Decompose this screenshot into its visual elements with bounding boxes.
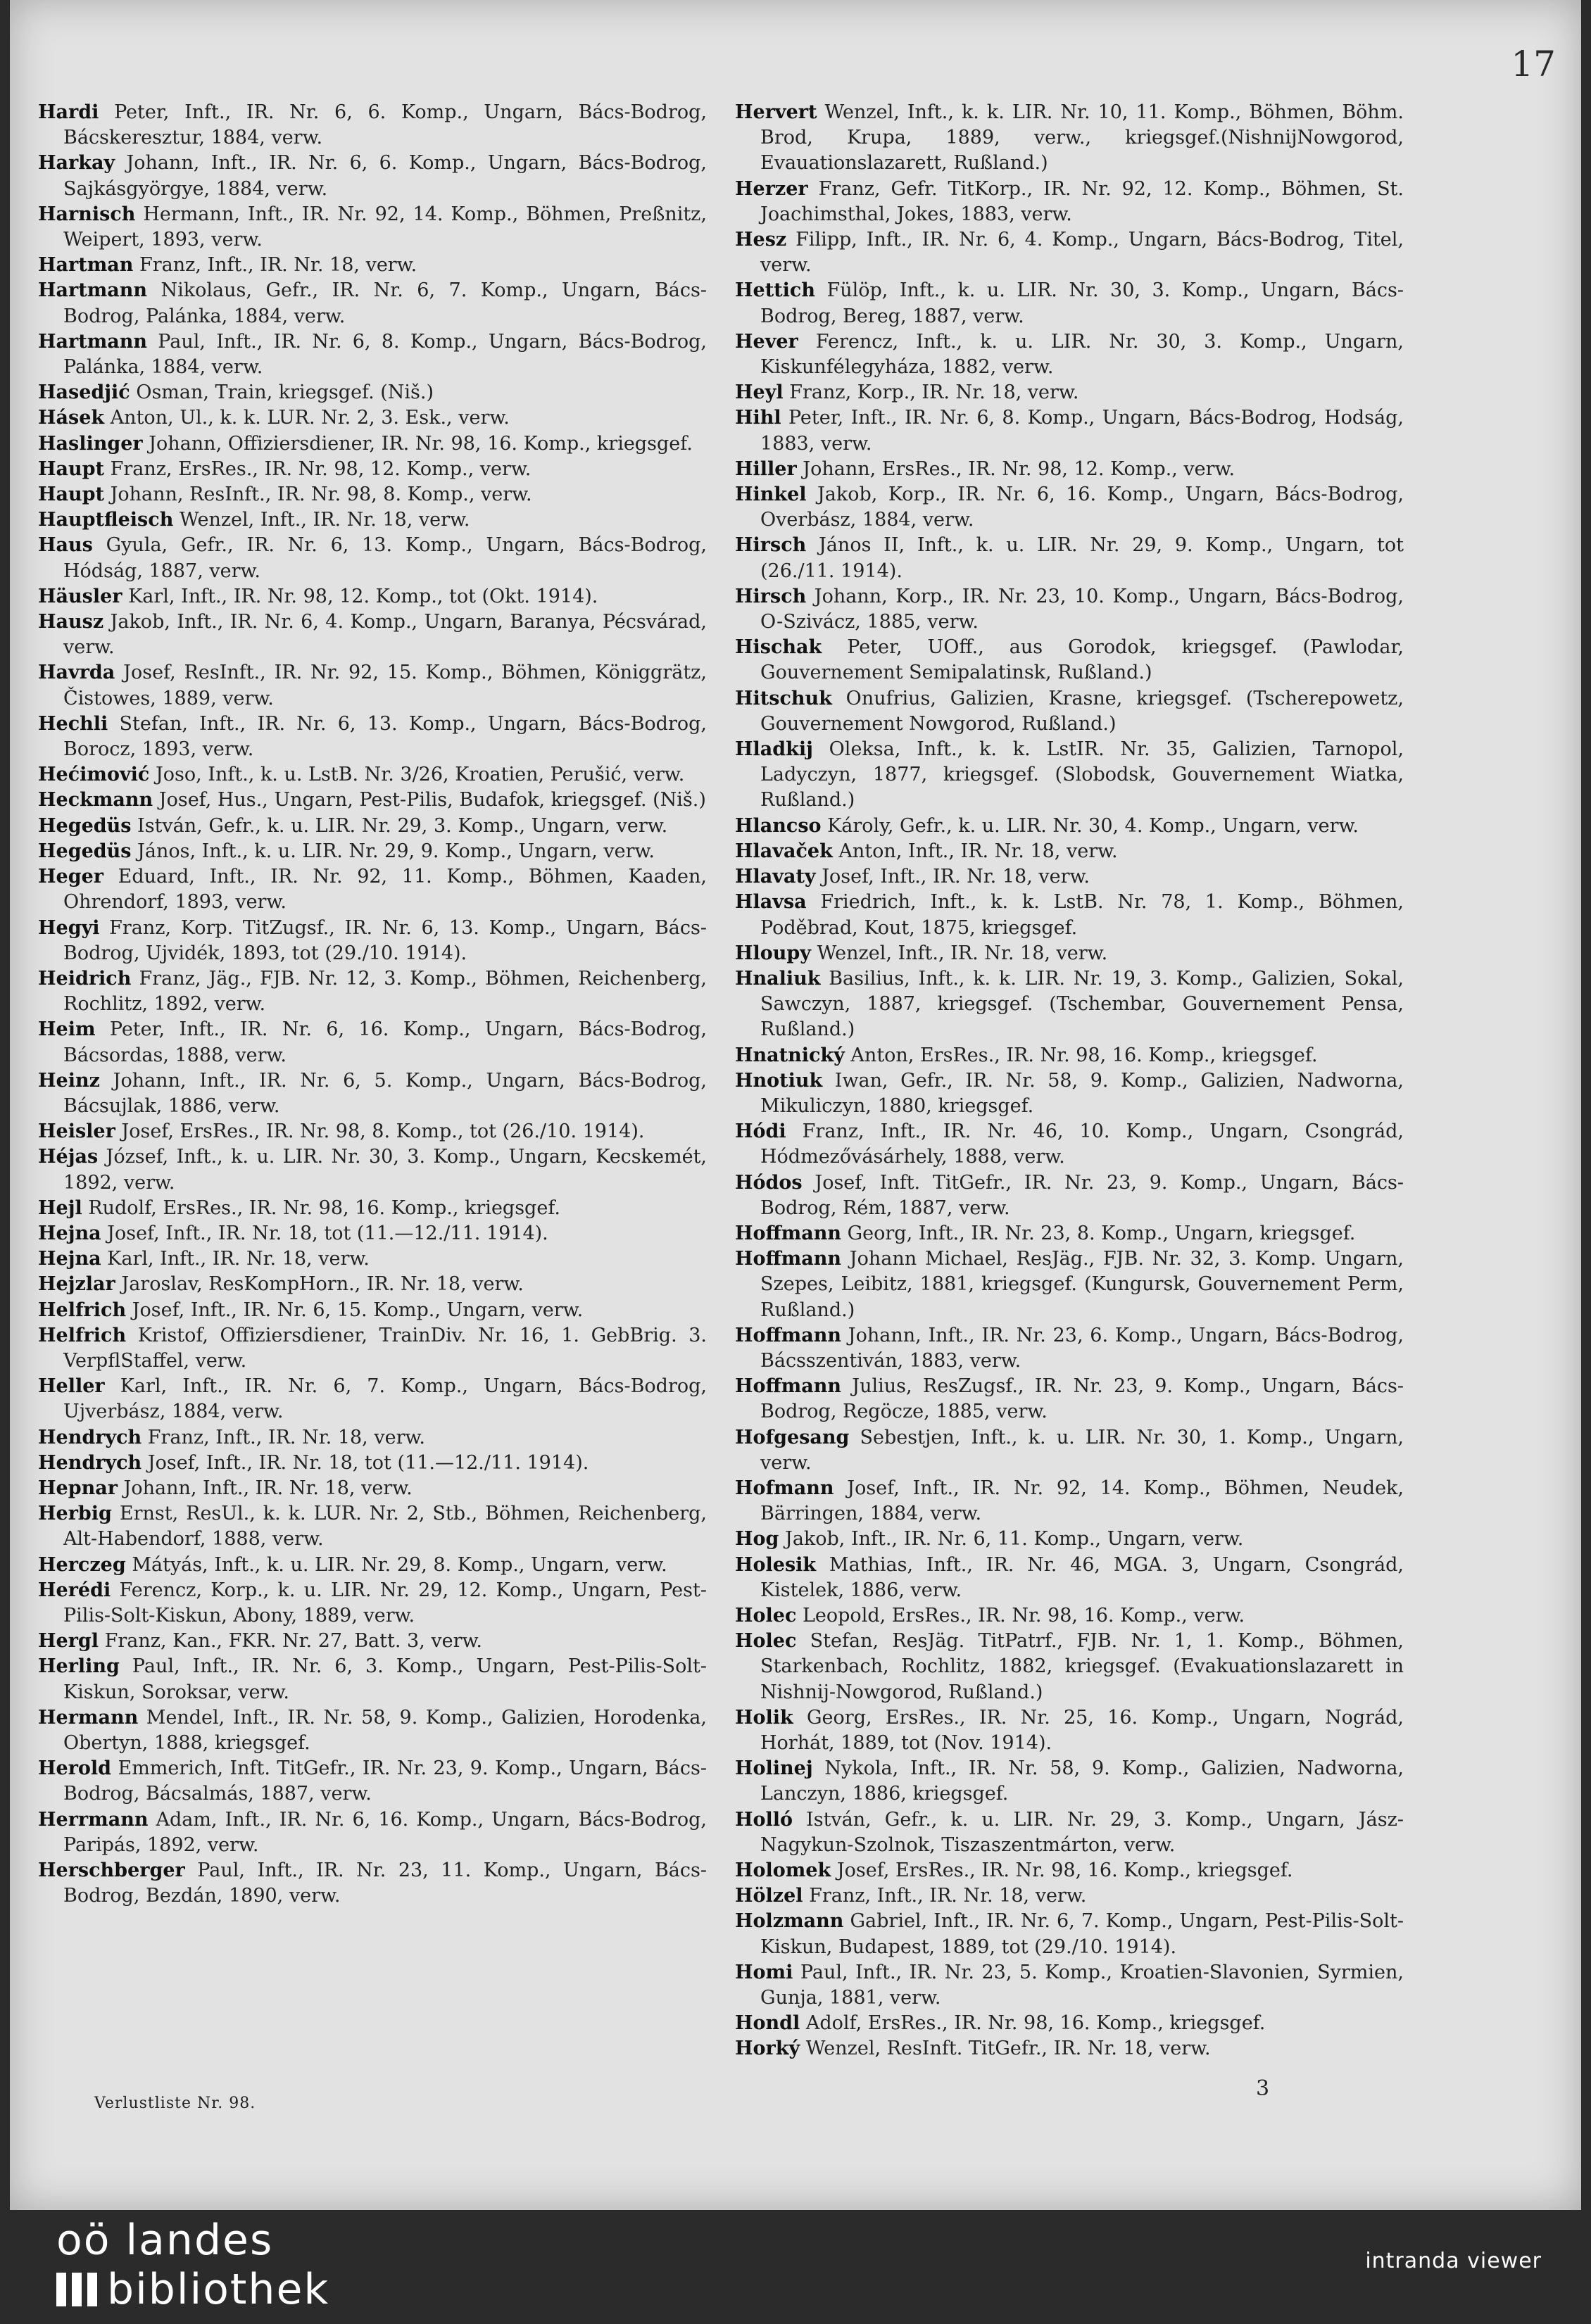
entry-surname: Hódi [735, 1120, 786, 1143]
entry-surname: Hnotiuk [735, 1069, 823, 1092]
entry-surname: Hendrych [38, 1426, 142, 1448]
list-item [38, 1756, 707, 1807]
entry-details: Franz, ErsRes., IR. Nr. 98, 12. Komp., verw. [104, 457, 532, 480]
list-item [735, 177, 1404, 227]
entry-details: Franz, Gefr. TitKorp., IR. Nr. 92, 12. Komp., Böhmen, St. Joachimsthal, Jokes, 1883, verw. [760, 177, 1404, 225]
list-item [735, 1960, 1404, 2011]
list-item [735, 533, 1404, 583]
list-item [38, 788, 707, 813]
entry-details: Johann, Offiziersdiener, IR. Nr. 98, 16. Komp., kriegsgef. [142, 432, 693, 455]
entry-surname: Holomek [735, 1859, 831, 1882]
entry-details: Mathias, Inft., IR. Nr. 46, MGA. 3, Ungarn, Csongrád, Kistelek, 1886, verw. [760, 1553, 1404, 1601]
entry-details: Gyula, Gefr., IR. Nr. 6, 13. Komp., Ungarn, Bács-Bodrog, Hódság, 1887, verw. [63, 534, 707, 582]
entry-surname: Héjas [38, 1146, 99, 1168]
entry-details: Franz, Inft., IR. Nr. 46, 10. Komp., Ungarn, Csongrád, Hódmezővásárhely, 1888, verw. [760, 1120, 1404, 1168]
entry-details: Adolf, ErsRes., IR. Nr. 98, 16. Komp., kriegsgef. [800, 2012, 1266, 2035]
entry-details: Paul, Inft., IR. Nr. 6, 3. Komp., Ungarn, Pest-Pilis-Solt-Kiskun, Soroksar, verw. [63, 1655, 707, 1703]
entry-details: Ferencz, Inft., k. u. LIR. Nr. 30, 3. Komp., Ungarn, Kiskunfélegyháza, 1882, verw. [760, 330, 1404, 379]
entry-surname: Hettich [735, 279, 815, 302]
entry-details: János, Inft., k. u. LIR. Nr. 29, 9. Komp., Ungarn, verw. [131, 840, 655, 862]
list-item [38, 1451, 707, 1476]
page-number: 17 [1511, 44, 1556, 84]
list-item [735, 405, 1404, 456]
entry-details: Paul, Inft., IR. Nr. 6, 8. Komp., Ungarn, Bács-Bodrog, Palánka, 1884, verw. [63, 330, 707, 379]
entry-details: Jakob, Inft., IR. Nr. 6, 4. Komp., Ungarn, Baranya, Pécsvárad, verw. [63, 611, 707, 659]
entry-details: Josef, Inft., IR. Nr. 92, 14. Komp., Böhmen, Neudek, Bärringen, 1884, verw. [760, 1477, 1404, 1525]
entry-surname: Hinkel [735, 484, 807, 506]
entry-surname: Hejna [38, 1222, 101, 1244]
entry-surname: Hartmann [38, 279, 148, 302]
entry-details: Franz, Korp. TitZugsf., IR. Nr. 6, 13. Komp., Ungarn, Bács-Bodrog, Ujvidék, 1893, tot (29./10. 1914). [63, 916, 707, 964]
entry-details: Johann, ResInft., IR. Nr. 98, 8. Komp., verw. [104, 484, 532, 506]
list-item [38, 507, 707, 533]
entry-surname: Hauptfleisch [38, 509, 174, 531]
entry-surname: Herbig [38, 1503, 112, 1525]
entry-details: Sebestjen, Inft., k. u. LIR. Nr. 30, 1. Komp., Ungarn, verw. [760, 1426, 1404, 1474]
list-item [735, 966, 1404, 1043]
list-item [38, 1144, 707, 1195]
entry-details: Johann, Inft., IR. Nr. 6, 6. Komp., Ungarn, Bács-Bodrog, Sajkásgyörgye, 1884, verw. [63, 152, 707, 200]
right-column [735, 100, 1404, 2127]
entry-details: Rudolf, ErsRes., IR. Nr. 98, 16. Komp., kriegsgef. [82, 1196, 560, 1219]
entry-details: Johann, Korp., IR. Nr. 23, 10. Komp., Ungarn, Bács-Bodrog, O-Szivácz, 1885, verw. [760, 585, 1404, 633]
list-item [735, 1705, 1404, 1756]
list-item [38, 1578, 707, 1629]
list-item [38, 1476, 707, 1501]
entry-surname: Herschberger [38, 1859, 185, 1882]
entry-details: Stefan, ResJäg. TitPatrf., FJB. Nr. 1, 1. Komp., Böhmen, Starkenbach, Rochlitz, 1882, kriegsgef. (Evakuationslazarett in Nishnij-Nowgorod, Rußland.) [760, 1630, 1404, 1703]
entry-details: Jaroslav, ResKompHorn., IR. Nr. 18, verw. [115, 1273, 524, 1296]
entry-surname: Hoffmann [735, 1375, 842, 1398]
list-item [735, 1909, 1404, 1959]
list-item [38, 1272, 707, 1297]
list-item [735, 1756, 1404, 1807]
list-item [735, 1807, 1404, 1858]
list-item [38, 814, 707, 839]
list-item [38, 1501, 707, 1552]
list-item [735, 1043, 1404, 1068]
entry-surname: Hirsch [735, 534, 807, 557]
entry-surname: Haupt [38, 457, 104, 480]
list-item [735, 1221, 1404, 1246]
list-item [735, 1629, 1404, 1705]
entry-surname: Hoffmann [735, 1222, 842, 1244]
entry-details: Iwan, Gefr., IR. Nr. 58, 9. Komp., Galizien, Nadworna, Mikuliczyn, 1880, kriegsgef. [760, 1069, 1404, 1117]
entry-details: Basilius, Inft., k. k. LIR. Nr. 19, 3. Komp., Galizien, Sokal, Sawczyn, 1887, kriegsgef. (Tschembar, Gouvernement Pensa, Rußland.) [760, 967, 1404, 1041]
entry-surname: Heller [38, 1375, 105, 1398]
entry-surname: Homi [735, 1961, 793, 1983]
entry-details: Franz, Inft., IR. Nr. 18, verw. [803, 1885, 1087, 1907]
entry-details: Paul, Inft., IR. Nr. 23, 5. Komp., Kroatien-Slavonien, Syrmien, Gunja, 1881, verw. [760, 1961, 1404, 2009]
entry-details: Károly, Gefr., k. u. LIR. Nr. 30, 4. Komp., Ungarn, verw. [821, 814, 1359, 837]
entry-surname: Hofgesang [735, 1426, 850, 1448]
entry-details: Josef, Hus., Ungarn, Pest-Pilis, Budafok, kriegsgef. (Niš.) [153, 789, 706, 811]
list-item [38, 1553, 707, 1578]
entry-surname: Hejzlar [38, 1273, 115, 1296]
entry-details: Wenzel, Inft., IR. Nr. 18, verw. [810, 942, 1108, 964]
entry-details: Onufrius, Galizien, Krasne, kriegsgef. (Tscherepowetz, Gouvernement Nowgorod, Rußland.) [760, 687, 1404, 735]
list-item [38, 1246, 707, 1272]
entry-surname: Herrmann [38, 1808, 149, 1831]
entry-details: Joso, Inft., k. u. LstB. Nr. 3/26, Kroatien, Perušić, verw. [149, 764, 685, 786]
list-item [38, 100, 707, 151]
entry-details: Mendel, Inft., IR. Nr. 58, 9. Komp., Galizien, Horodenka, Obertyn, 1888, kriegsgef. [63, 1706, 707, 1754]
entry-details: Josef, ResInft., IR. Nr. 92, 15. Komp., Böhmen, Königgrätz, Čistowes, 1889, verw. [63, 662, 707, 709]
entry-details: Josef, Inft., IR. Nr. 18, verw. [815, 866, 1090, 888]
entry-details: Anton, Ul., k. k. LUR. Nr. 2, 3. Esk., verw. [104, 407, 510, 429]
entry-details: Eduard, Inft., IR. Nr. 92, 11. Komp., Böhmen, Kaaden, Ohrendorf, 1893, verw. [63, 866, 707, 914]
entry-surname: Helfrich [38, 1324, 127, 1346]
list-item [38, 1017, 707, 1068]
logo-line2-text: bibliothek [107, 2265, 330, 2314]
list-item [38, 1196, 707, 1221]
entry-details: Fülöp, Inft., k. u. LIR. Nr. 30, 3. Komp., Ungarn, Bács-Bodrog, Bereg, 1887, verw. [760, 279, 1404, 327]
list-item [735, 278, 1404, 329]
entry-details: Peter, UOff., aus Gorodok, kriegsgef. (Pawlodar, Gouvernement Semipalatinsk, Rußland.) [760, 636, 1404, 684]
list-item [735, 2011, 1404, 2036]
list-item [38, 278, 707, 329]
entry-surname: Hódos [735, 1171, 803, 1194]
list-item [38, 482, 707, 507]
list-item [38, 329, 707, 380]
entry-surname: Hitschuk [735, 687, 832, 709]
entry-surname: Herzer [735, 177, 808, 200]
entry-details: Josef, Inft., IR. Nr. 18, tot (11.—12./11. 1914). [101, 1222, 548, 1244]
entry-surname: Helfrich [38, 1299, 127, 1321]
list-item [38, 1068, 707, 1119]
entry-details: István, Gefr., k. u. LIR. Nr. 29, 3. Komp., Ungarn, Jász-Nagykun-Szolnok, Tiszaszentmárton, verw. [760, 1808, 1404, 1856]
list-item [735, 1119, 1404, 1170]
list-item [735, 814, 1404, 839]
list-item [735, 1858, 1404, 1883]
list-item [38, 1298, 707, 1323]
list-item [38, 431, 707, 457]
entry-details: Peter, Inft., IR. Nr. 6, 16. Komp., Ungarn, Bács-Bodrog, Bácsordas, 1888, verw. [63, 1018, 707, 1066]
entry-surname: Hećimović [38, 764, 150, 786]
entry-surname: Hischak [735, 636, 822, 659]
entry-details: Osman, Train, kriegsgef. (Niš.) [130, 381, 434, 404]
entry-details: Franz, Inft., IR. Nr. 18, verw. [142, 1426, 425, 1448]
entry-surname: Häusler [38, 585, 122, 607]
entry-details: Wenzel, ResInft. TitGefr., IR. Nr. 18, verw. [800, 2038, 1211, 2060]
sheet-number: 3 [1256, 2076, 1270, 2101]
entry-details: Gabriel, Inft., IR. Nr. 6, 7. Komp., Ungarn, Pest-Pilis-Solt-Kiskun, Budapest, 1889, tot (29./10. 1914). [760, 1910, 1404, 1958]
list-item [38, 660, 707, 711]
list-item [735, 864, 1404, 890]
list-item [38, 1119, 707, 1144]
entry-details: Johann, Inft., IR. Nr. 6, 5. Komp., Ungarn, Bács-Bodrog, Bácsujlak, 1886, verw. [63, 1069, 707, 1117]
entry-surname: Hegedüs [38, 840, 132, 862]
entry-surname: Hlancso [735, 814, 822, 837]
entry-surname: Hiller [735, 457, 797, 480]
entry-details: Karl, Inft., IR. Nr. 6, 7. Komp., Ungarn, Bács-Bodrog, Ujverbász, 1884, verw. [63, 1375, 707, 1423]
entry-details: Franz, Inft., IR. Nr. 18, verw. [133, 254, 417, 277]
entry-details: Stefan, Inft., IR. Nr. 6, 13. Komp., Ungarn, Bács-Bodrog, Borocz, 1893, verw. [63, 712, 707, 761]
list-item [735, 635, 1404, 686]
list-item [38, 1807, 707, 1858]
entry-details: Peter, Inft., IR. Nr. 6, 6. Komp., Ungarn, Bács-Bodrog, Bácskeresztur, 1884, verw. [63, 101, 707, 149]
entry-surname: Holzmann [735, 1910, 844, 1933]
list-item [38, 1221, 707, 1246]
entry-details: Paul, Inft., IR. Nr. 23, 11. Komp., Ungarn, Bács-Bodrog, Bezdán, 1890, verw. [63, 1859, 707, 1907]
list-item [38, 380, 707, 405]
entry-details: Kristof, Offiziersdiener, TrainDiv. Nr. 16, 1. GebBrig. 3. VerpflStaffel, verw. [63, 1324, 707, 1372]
entry-details: Wenzel, Inft., k. k. LIR. Nr. 10, 11. Komp., Böhmen, Böhm. Brod, Krupa, 1889, verw., kriegsgef.(NishnijNowgorod, Evauationslazarett, Rußland.) [760, 101, 1404, 175]
entry-details: Ernst, ResUl., k. k. LUR. Nr. 2, Stb., Böhmen, Reichenberg, Alt-Habendorf, 1888, verw. [63, 1503, 707, 1551]
entry-surname: Heger [38, 866, 103, 888]
entry-surname: Hesz [735, 229, 787, 251]
entry-details: Emmerich, Inft. TitGefr., IR. Nr. 23, 9. Komp., Ungarn, Bács-Bodrog, Bácsalmás, 1887, verw. [63, 1757, 707, 1805]
entry-details: Friedrich, Inft., k. k. LstB. Nr. 78, 1. Komp., Böhmen, Poděbrad, Kout, 1875, kriegsgef. [760, 891, 1404, 939]
list-item [735, 1170, 1404, 1221]
entry-details: Franz, Jäg., FJB. Nr. 12, 3. Komp., Böhmen, Reichenberg, Rochlitz, 1892, verw. [63, 967, 707, 1016]
list-item [38, 405, 707, 431]
entry-surname: Haus [38, 534, 93, 557]
entry-details: József, Inft., k. u. LIR. Nr. 30, 3. Komp., Ungarn, Kecskemét, 1892, verw. [63, 1146, 707, 1194]
entry-details: Josef, ErsRes., IR. Nr. 98, 16. Komp., kriegsgef. [831, 1859, 1293, 1882]
entry-details: Filipp, Inft., IR. Nr. 6, 4. Komp., Ungarn, Bács-Bodrog, Titel, verw. [760, 229, 1404, 277]
list-item [735, 1323, 1404, 1374]
entry-surname: Hechli [38, 712, 108, 735]
list-item [735, 227, 1404, 278]
list-item [735, 686, 1404, 737]
entry-details: Josef, Inft., IR. Nr. 6, 15. Komp., Ungarn, verw. [126, 1299, 584, 1321]
entry-details: Nikolaus, Gefr., IR. Nr. 6, 7. Komp., Ungarn, Bács-Bodrog, Palánka, 1884, verw. [63, 279, 707, 327]
list-item [38, 610, 707, 660]
entry-surname: Horký [735, 2038, 800, 2060]
list-item [735, 1527, 1404, 1552]
entry-surname: Hofmann [735, 1477, 834, 1499]
entry-details: Adam, Inft., IR. Nr. 6, 16. Komp., Ungarn, Bács-Bodrog, Paripás, 1892, verw. [63, 1808, 707, 1856]
list-item [735, 457, 1404, 482]
logo-bars-icon [56, 2273, 99, 2306]
entry-details: Ferencz, Korp., k. u. LIR. Nr. 29, 12. Komp., Ungarn, Pest-Pilis-Solt-Kiskun, Abony, 1889, verw. [63, 1579, 707, 1627]
entry-details: Karl, Inft., IR. Nr. 18, verw. [101, 1248, 370, 1270]
entry-details: Franz, Kan., FKR. Nr. 27, Batt. 3, verw. [99, 1630, 482, 1653]
entry-surname: Hlavaček [735, 840, 833, 862]
entry-surname: Hoffmann [735, 1324, 842, 1346]
entry-details: Anton, Inft., IR. Nr. 18, verw. [832, 840, 1118, 862]
entry-surname: Hartman [38, 254, 134, 277]
list-item [735, 1068, 1404, 1119]
entry-surname: Heim [38, 1018, 96, 1041]
entry-surname: Hervert [735, 101, 817, 123]
list-item [735, 2036, 1404, 2061]
entry-details: Josef, ErsRes., IR. Nr. 98, 8. Komp., tot (26./10. 1914). [115, 1120, 645, 1143]
entry-details: Josef, Inft. TitGefr., IR. Nr. 23, 9. Komp., Ungarn, Bács-Bodrog, Rém, 1887, verw. [760, 1171, 1404, 1219]
list-item [38, 712, 707, 762]
list-item [38, 584, 707, 610]
entry-surname: Havrda [38, 662, 115, 684]
entry-details: Hermann, Inft., IR. Nr. 92, 14. Komp., Böhmen, Preßnitz, Weipert, 1893, verw. [63, 203, 707, 251]
entry-surname: Hihl [735, 407, 781, 429]
entry-surname: Hendrych [38, 1451, 142, 1474]
entry-details: Johann, Inft., IR. Nr. 23, 6. Komp., Ungarn, Bács-Bodrog, Bácsszentiván, 1883, verw. [760, 1324, 1404, 1372]
logo-line1: oö landes [56, 2216, 274, 2265]
entry-surname: Holec [735, 1630, 797, 1653]
list-item [38, 1858, 707, 1909]
list-item [735, 380, 1404, 405]
entry-surname: Hardi [38, 101, 99, 123]
entry-surname: Hlavaty [735, 866, 816, 888]
entry-details: Georg, ErsRes., IR. Nr. 25, 16. Komp., Ungarn, Nográd, Horhát, 1889, tot (Nov. 1914). [760, 1706, 1404, 1754]
list-item [38, 202, 707, 253]
list-item [735, 1476, 1404, 1527]
list-item [38, 1629, 707, 1654]
library-logo[interactable] [56, 2216, 338, 2321]
list-item [38, 864, 707, 915]
entry-surname: Hever [735, 330, 798, 353]
list-item [38, 1425, 707, 1451]
entry-details: János II, Inft., k. u. LIR. Nr. 29, 9. Komp., Ungarn, tot (26./11. 1914). [760, 534, 1404, 582]
entry-surname: Hausz [38, 611, 104, 633]
entry-details: Wenzel, Inft., IR. Nr. 18, verw. [173, 509, 470, 531]
entry-surname: Herédi [38, 1579, 111, 1601]
entry-surname: Heisler [38, 1120, 115, 1143]
entry-details: Nykola, Inft., IR. Nr. 58, 9. Komp., Galizien, Nadworna, Lanczyn, 1886, kriegsgef. [760, 1757, 1404, 1805]
entry-surname: Holik [735, 1706, 793, 1729]
entry-surname: Harnisch [38, 203, 136, 225]
entry-surname: Hog [735, 1528, 779, 1551]
entry-surname: Harkay [38, 152, 115, 175]
list-item [38, 253, 707, 278]
entry-surname: Hasedjić [38, 381, 130, 404]
footer-note: Verlustliste Nr. 98. [94, 2095, 256, 2112]
scanned-page [10, 0, 1581, 2210]
entry-details: Johann, ErsRes., IR. Nr. 98, 12. Komp., verw. [796, 457, 1235, 480]
entry-surname: Hoffmann [735, 1248, 842, 1270]
logo-line2 [56, 2265, 329, 2314]
list-item [38, 839, 707, 864]
left-column [38, 100, 707, 2127]
entry-details: Jakob, Inft., IR. Nr. 6, 11. Komp., Ungarn, verw. [779, 1528, 1244, 1551]
entry-details: Franz, Korp., IR. Nr. 18, verw. [783, 381, 1079, 404]
entry-surname: Hegedüs [38, 814, 132, 837]
list-item [735, 482, 1404, 533]
list-item [735, 584, 1404, 635]
list-item [38, 1654, 707, 1705]
entry-details: Georg, Inft., IR. Nr. 23, 8. Komp., Ungarn, kriegsgef. [841, 1222, 1356, 1244]
entry-surname: Hartmann [38, 330, 148, 353]
viewer-label[interactable]: intranda viewer [1365, 2249, 1542, 2273]
list-item [38, 966, 707, 1017]
entry-surname: Holec [735, 1604, 797, 1627]
entry-details: Peter, Inft., IR. Nr. 6, 8. Komp., Ungarn, Bács-Bodrog, Hodság, 1883, verw. [760, 407, 1404, 455]
list-item [38, 1374, 707, 1425]
list-item [735, 1883, 1404, 1909]
list-item [735, 737, 1404, 814]
list-item [38, 1705, 707, 1756]
entry-surname: Hergl [38, 1630, 99, 1653]
entry-details: Johann, Inft., IR. Nr. 18, verw. [117, 1477, 413, 1499]
entry-surname: Hnatnický [735, 1044, 845, 1066]
entry-surname: Hirsch [735, 585, 807, 607]
list-item [38, 151, 707, 201]
entry-surname: Hladkij [735, 738, 813, 761]
entry-surname: Herczeg [38, 1553, 126, 1576]
entry-details: Mátyás, Inft., k. u. LIR. Nr. 29, 8. Komp., Ungarn, verw. [125, 1553, 667, 1576]
list-item [735, 941, 1404, 966]
entry-surname: Hnaliuk [735, 967, 821, 990]
entry-surname: Haupt [38, 484, 104, 506]
entry-surname: Haslinger [38, 432, 143, 455]
entry-surname: Heinz [38, 1069, 100, 1092]
entry-surname: Holesik [735, 1553, 817, 1576]
list-item [735, 1553, 1404, 1603]
entry-surname: Hegyi [38, 916, 100, 939]
entry-details: Leopold, ErsRes., IR. Nr. 98, 16. Komp., verw. [796, 1604, 1245, 1627]
entry-surname: Holinej [735, 1757, 813, 1780]
entry-details: Jakob, Korp., IR. Nr. 6, 16. Komp., Ungarn, Bács-Bodrog, Overbász, 1884, verw. [760, 484, 1404, 531]
entry-surname: Hölzel [735, 1885, 803, 1907]
entry-surname: Hondl [735, 2012, 800, 2035]
entry-details: Oleksa, Inft., k. k. LstIR. Nr. 35, Galizien, Tarnopol, Ladyczyn, 1877, kriegsgef. (Slobodsk, Gouvernement Wiatka, Rußland.) [760, 738, 1404, 811]
entry-details: István, Gefr., k. u. LIR. Nr. 29, 3. Komp., Ungarn, verw. [131, 814, 668, 837]
list-item [735, 1374, 1404, 1425]
entry-surname: Hásek [38, 407, 105, 429]
entry-surname: Hloupy [735, 942, 811, 964]
entry-details: Karl, Inft., IR. Nr. 98, 12. Komp., tot (Okt. 1914). [122, 585, 598, 607]
list-item [38, 762, 707, 788]
list-item [38, 1323, 707, 1374]
list-item [735, 1425, 1404, 1476]
list-item [735, 100, 1404, 177]
entry-surname: Holló [735, 1808, 793, 1831]
list-item [38, 916, 707, 966]
entry-surname: Heyl [735, 381, 784, 404]
entry-surname: Heidrich [38, 967, 132, 990]
entry-surname: Heckmann [38, 789, 153, 811]
list-item [38, 457, 707, 482]
entry-details: Josef, Inft., IR. Nr. 18, tot (11.—12./11. 1914). [142, 1451, 589, 1474]
entry-surname: Hepnar [38, 1477, 118, 1499]
entry-surname: Herold [38, 1757, 112, 1780]
list-item [38, 533, 707, 583]
list-item [735, 1603, 1404, 1629]
list-item [735, 329, 1404, 380]
entry-details: Johann Michael, ResJäg., FJB. Nr. 32, 3. Komp. Ungarn, Szepes, Leibitz, 1881, kriegsgef. (Kungursk, Gouvernement Perm, Rußland.) [760, 1248, 1404, 1321]
list-item [735, 890, 1404, 940]
entry-surname: Herling [38, 1655, 120, 1678]
list-item [735, 839, 1404, 864]
entry-surname: Hlavsa [735, 891, 807, 914]
entry-surname: Hermann [38, 1706, 139, 1729]
entry-surname: Hejl [38, 1196, 82, 1219]
list-item [735, 1246, 1404, 1323]
entry-details: Anton, ErsRes., IR. Nr. 98, 16. Komp., kriegsgef. [844, 1044, 1318, 1066]
entry-details: Julius, ResZugsf., IR. Nr. 23, 9. Komp., Ungarn, Bács-Bodrog, Regöcze, 1885, verw. [760, 1375, 1404, 1423]
entry-surname: Hejna [38, 1248, 101, 1270]
